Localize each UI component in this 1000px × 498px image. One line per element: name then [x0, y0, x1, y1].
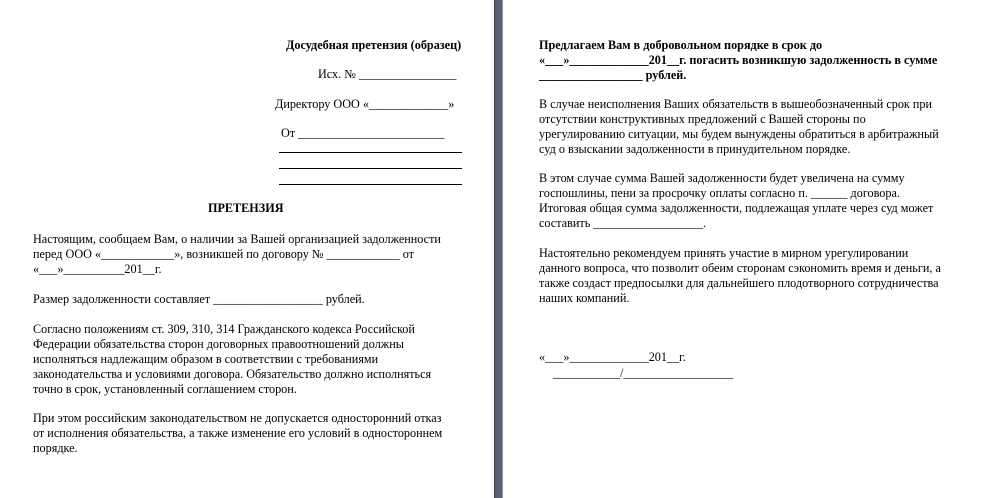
director-line: Директору ООО «_____________»	[275, 97, 455, 111]
ref-number: Исх. № ________________	[318, 67, 457, 81]
from-line: От ________________________	[281, 126, 445, 140]
address-blank-line-1	[279, 152, 462, 153]
signature-line: ___________/__________________	[553, 366, 734, 380]
claim-title: ПРЕТЕНЗИЯ	[208, 201, 284, 215]
header-title: Досудебная претензия (образец)	[286, 38, 462, 52]
document-page-left: Досудебная претензия (образец) Исх. № ________________ Директору ООО «_____________» От ________________________ ПРЕТЕНЗИЯ Настоящим, сообщаем Вам, о наличии за Вашей организацией задолженности перед ООО «____________», возникшей по договору № ____________ от «___»__________201__г. Размер задолженности составляет __________________ рублей. Согласно положениям ст. 309, 310, 314 Гражданского кодекса Российской Федерации обязательства сторон договорных правоотношений должны исполняться надлежащим образом в соответствии с требованиями законодательства и условиями договора. Обязательство должно исполняться точно в срок, установленный соглашением сторон. При этом российским законодательством не допускается односторонний отказ от исполнения обязательства, а также изменение его условий в одностороннем порядке.	[0, 0, 494, 498]
page-gutter	[494, 0, 503, 498]
document-page-right: Предлагаем Вам в добровольном порядке в срок до «___»_____________201__г. погасить возникшую задолженность в сумме _________________ рублей. В случае неисполнения Ваших обязательств в вышеобозначенный срок при отсутствии конструктивных предложений с Вашей стороны по урегулированию ситуации, мы будем вынуждены обратиться в арбитражный суд о взыскании задолженности в принудительном порядке. В этом случае сумма Вашей задолженности будет увеличена на сумму госпошлины, пени за просрочку оплаты согласно п. ______ договора. Итоговая общая сумма задолженности, подлежащая уплате через суд может составить __________________. Настоятельно рекомендуем принять участие в мирном урегулировании данного вопроса, что позволит обеим сторонам сэкономить время и деньги, а также создаст предпосылки для дальнейшего плодотворного сотрудничества наших компаний. «___»_____________201__г. ___________/__________________	[503, 0, 1000, 498]
date-line: «___»_____________201__г.	[539, 350, 686, 364]
address-blank-line-2	[279, 168, 462, 169]
address-blank-line-3	[279, 184, 462, 185]
paragraph-debt-amount: Размер задолженности составляет __________________ рублей.	[33, 292, 365, 306]
